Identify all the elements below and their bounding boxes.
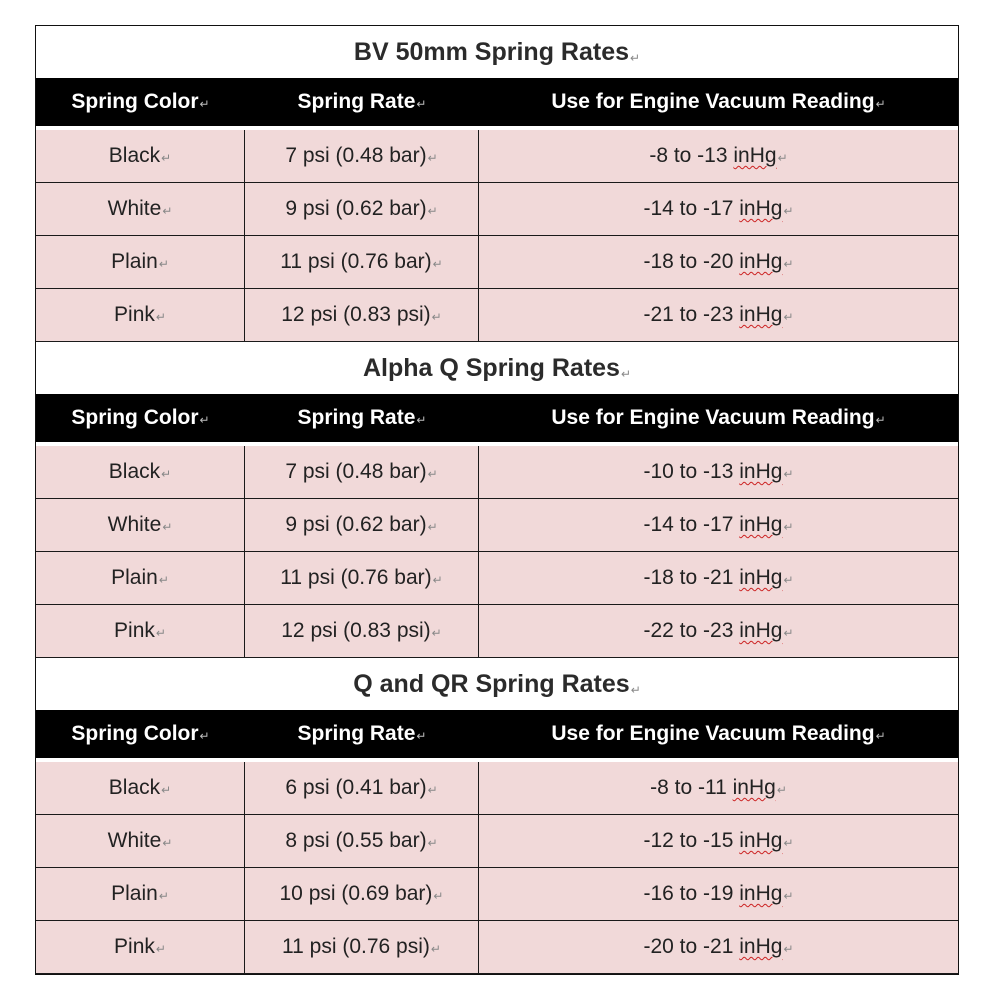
column-header-vacuum-reading: Use for Engine Vacuum Reading ↵: [479, 710, 958, 762]
paragraph-mark-icon: ↵: [416, 413, 427, 427]
table-cell-spring-rate: 11 psi (0.76 bar) ↵: [245, 236, 479, 289]
table-cell-spring-rate: 10 psi (0.69 bar) ↵: [245, 868, 479, 921]
paragraph-mark-icon: ↵: [783, 467, 794, 481]
vacuum-unit: inHg: [739, 197, 783, 220]
paragraph-mark-icon: ↵: [783, 573, 794, 587]
paragraph-mark-icon: ↵: [783, 889, 794, 903]
spring-rates-document: [35, 25, 959, 975]
paragraph-mark-icon: ↵: [630, 51, 641, 65]
paragraph-mark-icon: ↵: [875, 729, 886, 743]
table-cell-spring-rate: 12 psi (0.83 psi) ↵: [245, 605, 479, 658]
vacuum-unit: inHg: [739, 882, 783, 905]
paragraph-mark-icon: ↵: [777, 151, 788, 165]
vacuum-unit: inHg: [739, 513, 783, 536]
vacuum-unit: inHg: [733, 144, 777, 167]
table-cell-spring-color: Pink ↵: [36, 605, 245, 658]
paragraph-mark-icon: ↵: [427, 783, 438, 797]
column-header-spring-rate: Spring Rate ↵: [245, 78, 479, 130]
paragraph-mark-icon: ↵: [783, 520, 794, 534]
paragraph-mark-icon: ↵: [427, 467, 438, 481]
paragraph-mark-icon: ↵: [427, 151, 438, 165]
paragraph-mark-icon: ↵: [416, 97, 427, 111]
paragraph-mark-icon: ↵: [783, 836, 794, 850]
column-header-spring-rate: Spring Rate ↵: [245, 394, 479, 446]
table-cell-spring-rate: 9 psi (0.62 bar) ↵: [245, 499, 479, 552]
section-title: Alpha Q Spring Rates↵: [36, 342, 958, 394]
table-cell-spring-color: White ↵: [36, 183, 245, 236]
column-header-vacuum-reading: Use for Engine Vacuum Reading ↵: [479, 394, 958, 446]
table-cell-spring-color: Black ↵: [36, 446, 245, 499]
paragraph-mark-icon: ↵: [161, 783, 172, 797]
table-cell-vacuum-reading: -14 to -17 inHg ↵: [479, 499, 958, 552]
table-cell-spring-rate: 6 psi (0.41 bar) ↵: [245, 762, 479, 815]
table-cell-spring-color: White ↵: [36, 815, 245, 868]
vacuum-unit: inHg: [739, 460, 783, 483]
column-header-spring-color: Spring Color ↵: [36, 710, 245, 762]
table-cell-vacuum-reading: -20 to -21 inHg ↵: [479, 921, 958, 974]
table-cell-spring-color: Pink ↵: [36, 921, 245, 974]
table-cell-vacuum-reading: -16 to -19 inHg ↵: [479, 868, 958, 921]
table-cell-vacuum-reading: -10 to -13 inHg ↵: [479, 446, 958, 499]
paragraph-mark-icon: ↵: [630, 683, 641, 697]
vacuum-unit: inHg: [739, 566, 783, 589]
paragraph-mark-icon: ↵: [430, 942, 441, 956]
table-cell-spring-rate: 11 psi (0.76 bar) ↵: [245, 552, 479, 605]
paragraph-mark-icon: ↵: [875, 413, 886, 427]
paragraph-mark-icon: ↵: [199, 97, 210, 111]
table-cell-spring-color: Black ↵: [36, 130, 245, 183]
paragraph-mark-icon: ↵: [432, 257, 443, 271]
paragraph-mark-icon: ↵: [158, 573, 169, 587]
paragraph-mark-icon: ↵: [199, 413, 210, 427]
paragraph-mark-icon: ↵: [783, 257, 794, 271]
vacuum-unit: inHg: [732, 776, 776, 799]
table-cell-spring-color: Plain ↵: [36, 552, 245, 605]
paragraph-mark-icon: ↵: [162, 836, 173, 850]
table-cell-vacuum-reading: -22 to -23 inHg ↵: [479, 605, 958, 658]
table-cell-vacuum-reading: -8 to -13 inHg ↵: [479, 130, 958, 183]
paragraph-mark-icon: ↵: [783, 626, 794, 640]
table-cell-spring-color: Black ↵: [36, 762, 245, 815]
paragraph-mark-icon: ↵: [155, 942, 166, 956]
table-cell-spring-color: Plain ↵: [36, 236, 245, 289]
table-cell-spring-rate: 9 psi (0.62 bar) ↵: [245, 183, 479, 236]
paragraph-mark-icon: ↵: [432, 573, 443, 587]
paragraph-mark-icon: ↵: [427, 204, 438, 218]
table-cell-spring-rate: 7 psi (0.48 bar) ↵: [245, 446, 479, 499]
paragraph-mark-icon: ↵: [433, 889, 444, 903]
table-cell-spring-color: Plain ↵: [36, 868, 245, 921]
paragraph-mark-icon: ↵: [162, 520, 173, 534]
vacuum-unit: inHg: [739, 250, 783, 273]
paragraph-mark-icon: ↵: [199, 729, 210, 743]
paragraph-mark-icon: ↵: [783, 204, 794, 218]
table-cell-vacuum-reading: -18 to -20 inHg ↵: [479, 236, 958, 289]
paragraph-mark-icon: ↵: [155, 626, 166, 640]
spring-rates-table: [36, 78, 958, 342]
paragraph-mark-icon: ↵: [427, 836, 438, 850]
paragraph-mark-icon: ↵: [416, 729, 427, 743]
paragraph-mark-icon: ↵: [431, 310, 442, 324]
paragraph-mark-icon: ↵: [783, 942, 794, 956]
column-header-spring-rate: Spring Rate ↵: [245, 710, 479, 762]
vacuum-unit: inHg: [739, 935, 783, 958]
vacuum-unit: inHg: [739, 303, 783, 326]
table-cell-spring-color: Pink ↵: [36, 289, 245, 342]
section-title: BV 50mm Spring Rates↵: [36, 26, 958, 78]
table-cell-spring-rate: 7 psi (0.48 bar) ↵: [245, 130, 479, 183]
paragraph-mark-icon: ↵: [158, 257, 169, 271]
paragraph-mark-icon: ↵: [783, 310, 794, 324]
table-cell-spring-rate: 11 psi (0.76 psi) ↵: [245, 921, 479, 974]
paragraph-mark-icon: ↵: [155, 310, 166, 324]
table-cell-spring-rate: 8 psi (0.55 bar) ↵: [245, 815, 479, 868]
table-cell-vacuum-reading: -21 to -23 inHg ↵: [479, 289, 958, 342]
vacuum-unit: inHg: [739, 829, 783, 852]
paragraph-mark-icon: ↵: [620, 367, 632, 381]
paragraph-mark-icon: ↵: [875, 97, 886, 111]
paragraph-mark-icon: ↵: [427, 520, 438, 534]
paragraph-mark-icon: ↵: [431, 626, 442, 640]
section-title: Q and QR Spring Rates↵: [36, 658, 958, 710]
paragraph-mark-icon: ↵: [776, 783, 787, 797]
table-cell-vacuum-reading: -12 to -15 inHg ↵: [479, 815, 958, 868]
paragraph-mark-icon: ↵: [161, 151, 172, 165]
column-header-spring-color: Spring Color ↵: [36, 394, 245, 446]
paragraph-mark-icon: ↵: [162, 204, 173, 218]
column-header-vacuum-reading: Use for Engine Vacuum Reading ↵: [479, 78, 958, 130]
spring-rates-table: [36, 394, 958, 658]
vacuum-unit: inHg: [739, 619, 783, 642]
paragraph-mark-icon: ↵: [158, 889, 169, 903]
table-cell-spring-color: White ↵: [36, 499, 245, 552]
column-header-spring-color: Spring Color ↵: [36, 78, 245, 130]
table-cell-vacuum-reading: -14 to -17 inHg ↵: [479, 183, 958, 236]
table-cell-vacuum-reading: -18 to -21 inHg ↵: [479, 552, 958, 605]
spring-rates-table: [36, 710, 958, 974]
paragraph-mark-icon: ↵: [161, 467, 172, 481]
table-cell-vacuum-reading: -8 to -11 inHg ↵: [479, 762, 958, 815]
table-cell-spring-rate: 12 psi (0.83 psi) ↵: [245, 289, 479, 342]
